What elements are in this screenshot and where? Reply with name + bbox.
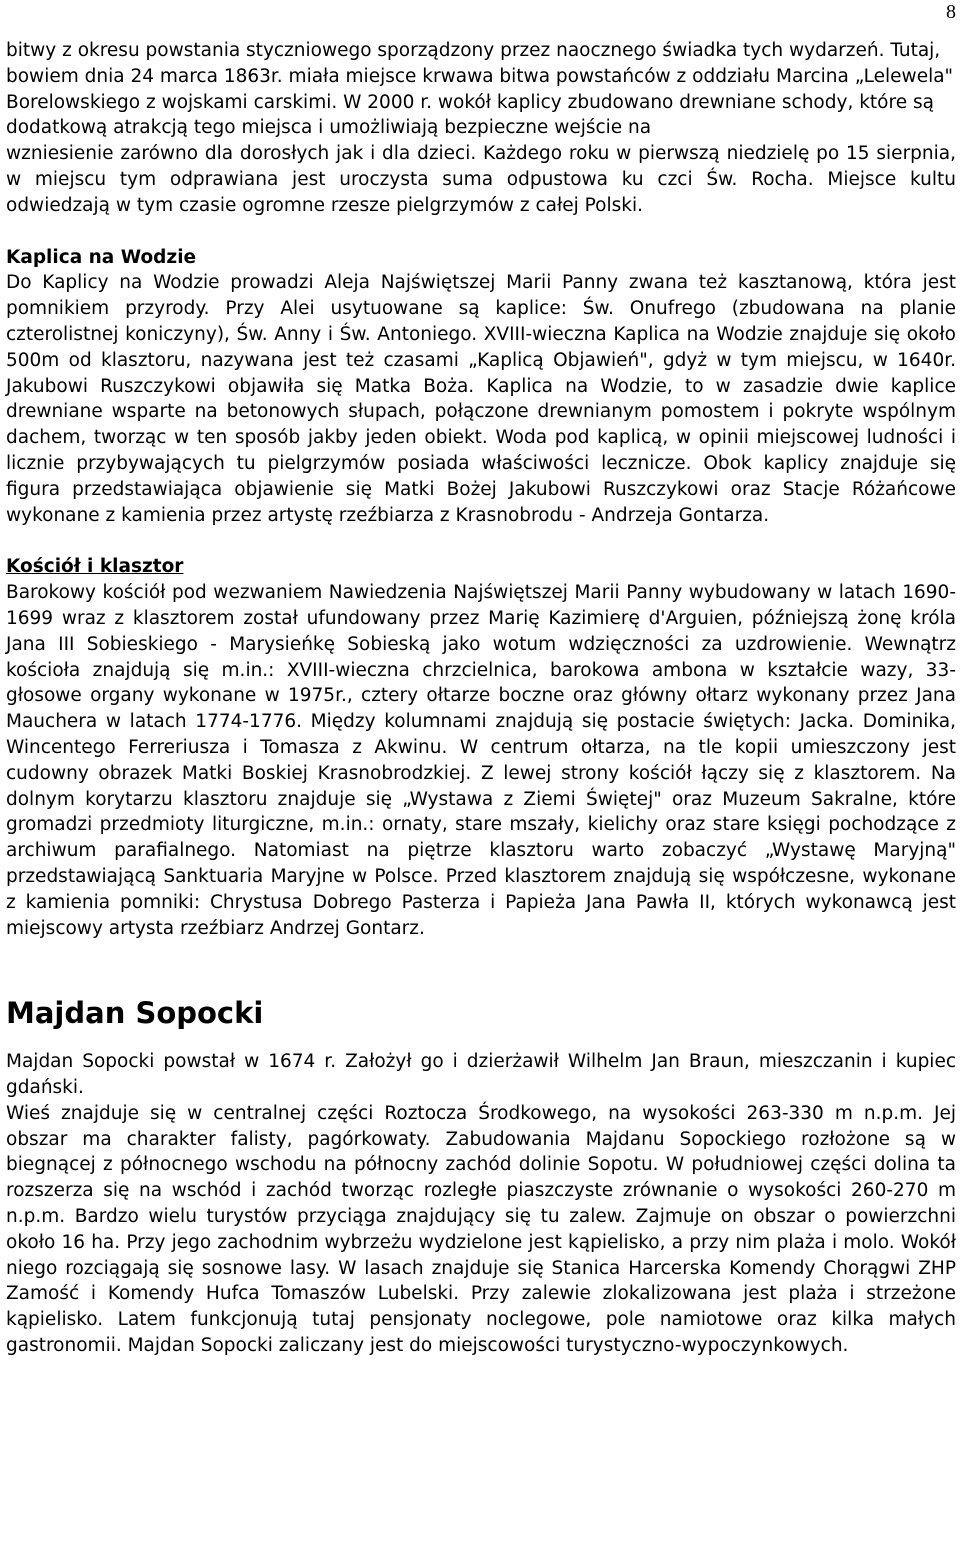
- intro-paragraph-part1: bitwy z okresu powstania styczniowego sporządzony przez naocznego świadka tych wydarzeń. Tutaj, bowiem dnia 24 marca 1863r. miała miejsce krwawa bitwa powstańców z oddziału Marcina „Lelewela" Borelowskiego z wojskami carskimi. W 2000 r. wokół kaplicy zbudowano drewniane schody, które są dodatkową atrakcją tego miejsca i umożliwiają bezpieczne wejście na: [6, 40, 954, 139]
- spacer: [6, 528, 956, 554]
- document-body: [6, 38, 956, 1359]
- majdan-paragraph-2: Wieś znajduje się w centralnej części Roztocza Środkowego, na wysokości 263-330 m n.p.m. Jej obszar ma charakter falisty, pagórkowaty. Zabudowania Majdanu Sopockiego rozłożone są w biegnącej z północnego wschodu na północny zachód dolinie Sopotu. W południowej części dolina ta rozszerza się na wschód i zachód tworząc rozległe piaszczyste zrównanie o wysokości 260-270 m n.p.m. Bardzo wielu turystów przyciąga znajdujący się tu zalew. Zajmuje on obszar o powierzchni około 16 ha. Przy jego zachodnim wybrzeżu wydzielone jest kąpielisko, a przy nim plaża i molo. Wokół niego rozciągają się sosnowe lasy. W lasach znajduje się Stanica Harcerska Komendy Chorągwi ZHP Zamość i Komendy Hufca Tomaszów Lubelski. Przy zalewie zlokalizowana jest plaża i strzeżone kąpielisko. Latem funkcjonują tutaj pensjonaty noclegowe, pole namiotowe oraz kilka małych gastronomii. Majdan Sopocki zaliczany jest do miejscowości turystyczno-wypoczynkowych.: [6, 1102, 956, 1357]
- spacer: [6, 941, 956, 993]
- page-number: 8: [946, 1, 956, 23]
- section-heading-kosciol-i-klasztor: Kościół i klasztor: [6, 556, 184, 578]
- section-body-kosciol-i-klasztor: Barokowy kościół pod wezwaniem Nawiedzenia Najświętszej Marii Panny wybudowany w latach 1690-1699 wraz z klasztorem został ufundowany przez Marię Kazimierę d'Arguien, późniejszą żonę króla Jana III Sobieskiego - Marysieńkę Sobieską jako wotum wdzięczności za uzdrowienie. Wewnątrz kościoła znajdują się m.in.: XVIII-wieczna chrzcielnica, barokowa ambona w kształcie wazy, 33-głosowe organy wykonane w 1975r., cztery ołtarze boczne oraz główny ołtarz wykonany przez Jana Mauchera w latach 1774-1776. Między kolumnami znajdują się postacie świętych: Jacka. Dominika, Wincentego Ferreriusza i Tomasza z Akwinu. W centrum ołtarza, na tle kopii umieszczony jest cudowny obrazek Matki Boskiej Krasnobrodzkiej. Z lewej strony kościół łączy się z klasztorem. Na dolnym korytarzu klasztoru znajduje się „Wystawa z Ziemi Świętej" oraz Muzeum Sakralne, które gromadzi przedmioty liturgiczne, m.in.: ornaty, stare mszały, kielichy oraz stare księgi pochodzące z archiwum parafialnego. Natomiast na piętrze klasztoru warto zobaczyć „Wystawę Maryjną" przedstawiającą Sanktuaria Maryjne w Polsce. Przed klasztorem znajdują się współczesne, wykonane z kamienia pomniki: Chrystusa Dobrego Pasterza i Papieża Jana Pawła II, których wykonawcą jest miejscowy artysta rzeźbiarz Andrzej Gontarz.: [6, 582, 956, 939]
- chapter-title-majdan-sopocki: Majdan Sopocki: [6, 996, 264, 1031]
- intro-paragraph-part2: wzniesienie zarówno dla dorosłych jak i dla dzieci. Każdego roku w pierwszą niedzielę po 15 sierpnia, w miejscu tym odprawiana jest uroczysta suma odpustowa ku czci Św. Rocha. Miejsce kultu odwiedzają w tym czasie ogromne rzesze pielgrzymów z całej Polski.: [6, 143, 956, 216]
- section-heading-kaplica-na-wodzie: Kaplica na Wodzie: [6, 246, 197, 268]
- majdan-paragraph-1: Majdan Sopocki powstał w 1674 r. Założył go i dzierżawił Wilhelm Jan Braun, mieszczanin i kupiec gdański.: [6, 1051, 956, 1099]
- section-body-kaplica-na-wodzie: Do Kaplicy na Wodzie prowadzi Aleja Najświętszej Marii Panny zwana też kasztanową, która jest pomnikiem przyrody. Przy Alei usytuowane są kaplice: Św. Onufrego (zbudowana na planie czterolistnej koniczyny), Św. Anny i Św. Antoniego. XVIII-wieczna Kaplica na Wodzie znajduje się około 500m od klasztoru, nazywana jest też czasami „Kaplicą Objawień", gdyż w tym miejscu, w 1640r. Jakubowi Ruszczykowi objawiła się Matka Boża. Kaplica na Wodzie, to w zasadzie dwie kaplice drewniane wsparte na betonowych słupach, połączone drewnianym pomostem i pokryte wspólnym dachem, tworząc w ten sposób jakby jeden obiekt. Woda pod kaplicą, w opinii miejscowej ludności i licznie przybywających tu pielgrzymów posiada właściwości lecznicze. Obok kaplicy znajduje się figura przedstawiająca objawienie się Matki Bożej Jakubowi Ruszczykowi oraz Stacje Różańcowe wykonane z kamienia przez artystę rzeźbiarza z Krasnobrodu - Andrzeja Gontarza.: [6, 272, 956, 526]
- spacer: [6, 219, 956, 245]
